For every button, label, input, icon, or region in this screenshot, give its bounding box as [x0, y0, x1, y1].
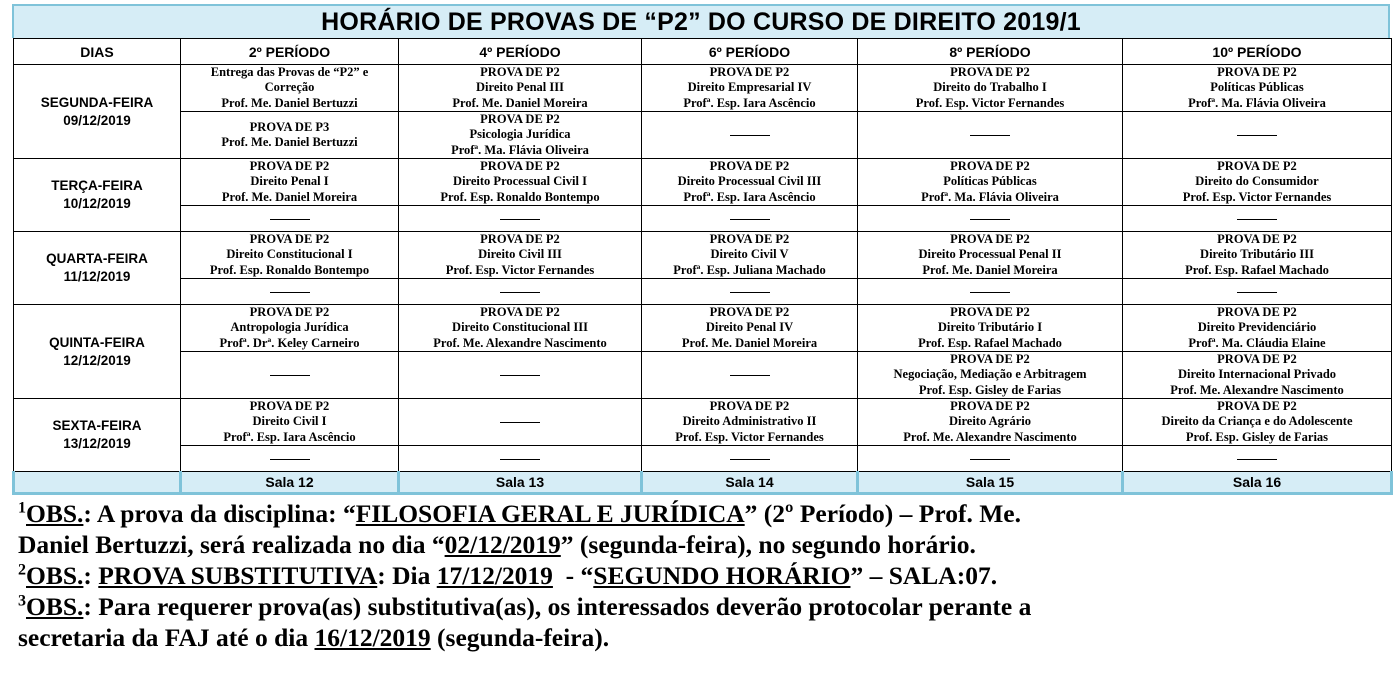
- schedule-cell: [858, 352, 1123, 399]
- cell-line: PROVA DE P2: [480, 112, 560, 127]
- cell-line: Direito Internacional Privado: [1177, 367, 1337, 382]
- room-label: Sala 14: [642, 472, 858, 494]
- schedule-cell: [1123, 112, 1392, 159]
- cell-line: Prof. Me. Daniel Moreira: [922, 262, 1058, 277]
- obs-text: :: [83, 561, 99, 590]
- cell-line: Direito da Criança e do Adolescente: [1161, 414, 1353, 429]
- empty-dash: [730, 292, 770, 293]
- empty-dash: [1237, 135, 1277, 136]
- schedule-cell: [399, 446, 642, 472]
- cell-line: Profª. Esp. Iara Ascêncio: [683, 189, 816, 204]
- schedule-cell: [642, 112, 858, 159]
- cell-line: Psicologia Jurídica: [469, 127, 571, 142]
- schedule-cell: [399, 159, 642, 206]
- empty-dash: [970, 292, 1010, 293]
- empty-dash: [500, 292, 540, 293]
- room-label: Sala 13: [399, 472, 642, 494]
- observation-2: [18, 560, 1390, 591]
- day-cell: [14, 305, 181, 399]
- obs-text: ” (segunda-feira), no segundo horário.: [560, 530, 976, 559]
- cell-line: PROVA DE P3: [249, 119, 330, 134]
- schedule-cell: [399, 206, 642, 232]
- schedule-cell: [1123, 65, 1392, 112]
- room-label: Sala 15: [858, 472, 1123, 494]
- day-name: SEXTA-FEIRA: [52, 418, 142, 433]
- schedule-cell: [399, 399, 642, 446]
- cell-line: Direito Civil I: [252, 414, 327, 429]
- cell-line: Profª. Ma. Flávia Oliveira: [1188, 95, 1326, 110]
- day-name: SEGUNDA-FEIRA: [40, 94, 154, 110]
- cell-line: Prof. Esp. Ronaldo Bontempo: [209, 262, 370, 277]
- day-date: 09/12/2019: [63, 112, 131, 128]
- cell-line: PROVA DE P2: [249, 232, 330, 247]
- header-period-4: 4º PERÍODO: [399, 39, 642, 65]
- cell-line: Direito Constitucional III: [452, 320, 588, 335]
- cell-line: Profª. Esp. Iara Ascêncio: [683, 95, 816, 110]
- observations: [18, 498, 1390, 653]
- cell-line: Prof. Me. Daniel Moreira: [681, 335, 818, 350]
- cell-line: Profª. Esp. Juliana Machado: [673, 262, 826, 277]
- empty-dash: [970, 135, 1010, 136]
- schedule-cell: [1123, 159, 1392, 206]
- schedule-table: [12, 38, 1393, 495]
- cell-line: Prof. Esp. Victor Fernandes: [1182, 189, 1332, 204]
- header-period-6: 6º PERÍODO: [642, 39, 858, 65]
- day-cell: [14, 65, 181, 159]
- cell-line: Direito Empresarial IV: [687, 80, 812, 95]
- cell-line: Prof. Me. Daniel Moreira: [452, 95, 588, 110]
- obs-date: 17/12/2019: [436, 561, 553, 590]
- empty-dash: [730, 375, 770, 376]
- cell-line: Direito Penal I: [250, 174, 329, 189]
- schedule-cell: [642, 399, 858, 446]
- day-date: 13/12/2019: [63, 436, 131, 451]
- cell-line: Direito Penal III: [476, 80, 564, 95]
- table-row: [14, 352, 1392, 399]
- cell-line: PROVA DE P2: [709, 305, 790, 320]
- cell-line: Prof. Esp. Ronaldo Bontempo: [440, 189, 600, 204]
- table-row: [14, 159, 1392, 206]
- day-name: TERÇA-FEIRA: [51, 178, 143, 193]
- empty-dash: [270, 459, 310, 460]
- schedule-cell: [642, 232, 858, 279]
- room-label: Sala 16: [1123, 472, 1392, 494]
- cell-line: Prof. Esp. Gisley de Farias: [1185, 429, 1329, 444]
- schedule-cell: [181, 279, 399, 305]
- obs-text: ” – SALA:07.: [850, 561, 998, 590]
- schedule-title: HORÁRIO DE PROVAS DE “P2” DO CURSO DE DIREITO 2019/1: [12, 4, 1390, 38]
- cell-line: Correção: [264, 80, 315, 95]
- obs-text: ” (2º Período) – Prof. Me.: [744, 499, 1021, 528]
- header-period-10: 10º PERÍODO: [1123, 39, 1392, 65]
- empty-dash: [1237, 292, 1277, 293]
- schedule-cell: [858, 279, 1123, 305]
- cell-line: PROVA DE P2: [950, 352, 1030, 367]
- schedule-cell: [181, 159, 399, 206]
- schedule-cell: [1123, 446, 1392, 472]
- empty-dash: [500, 422, 540, 423]
- cell-line: PROVA DE P2: [1217, 305, 1297, 320]
- rooms-row: [14, 472, 1392, 494]
- table-row: [14, 112, 1392, 159]
- obs-text: : Para requerer prova(as) substitutiva(as), os interessados deverão protocolar perante a: [83, 592, 1032, 621]
- schedule-cell: [642, 159, 858, 206]
- table-row: [14, 279, 1392, 305]
- schedule-cell: [642, 305, 858, 352]
- day-cell: [14, 232, 181, 305]
- schedule-cell: [181, 352, 399, 399]
- obs-subject: FILOSOFIA GERAL E JURÍDICA: [355, 499, 745, 528]
- cell-line: Políticas Públicas: [1210, 80, 1304, 95]
- day-date: 11/12/2019: [63, 269, 131, 284]
- schedule-cell: [858, 112, 1123, 159]
- schedule-cell: [858, 206, 1123, 232]
- cell-line: Direito do Consumidor: [1195, 174, 1319, 189]
- room-label: Sala 12: [181, 472, 399, 494]
- table-row: [14, 206, 1392, 232]
- empty-dash: [730, 459, 770, 460]
- cell-line: Prof. Me. Alexandre Nascimento: [433, 335, 607, 350]
- cell-line: Profª. Ma. Flávia Oliveira: [451, 142, 589, 157]
- empty-dash: [270, 219, 310, 220]
- cell-line: PROVA DE P2: [709, 65, 790, 80]
- obs-date: 02/12/2019: [444, 530, 561, 559]
- schedule-cell: [858, 232, 1123, 279]
- obs-time: SEGUNDO HORÁRIO: [593, 561, 851, 590]
- day-date: 12/12/2019: [63, 352, 131, 368]
- cell-line: PROVA DE P2: [950, 399, 1030, 414]
- schedule-cell: [858, 305, 1123, 352]
- cell-line: Direito Processual Civil III: [677, 174, 822, 189]
- empty-dash: [970, 459, 1010, 460]
- schedule-cell: [858, 399, 1123, 446]
- cell-line: Direito Processual Penal II: [918, 247, 1062, 262]
- schedule-cell: [399, 279, 642, 305]
- empty-dash: [1237, 219, 1277, 220]
- cell-line: Profª. Ma. Cláudia Elaine: [1188, 335, 1326, 350]
- obs-text: Daniel Bertuzzi, será realizada no dia “: [18, 530, 445, 559]
- cell-line: Prof. Me. Daniel Bertuzzi: [221, 135, 358, 149]
- cell-line: Prof. Me. Daniel Moreira: [221, 189, 358, 204]
- schedule-cell: [399, 352, 642, 399]
- obs-label: OBS.: [26, 592, 84, 621]
- schedule-cell: [1123, 399, 1392, 446]
- cell-line: PROVA DE P2: [480, 159, 560, 174]
- table-row: [14, 65, 1392, 112]
- observation-1-cont: [18, 529, 1390, 560]
- day-cell: [14, 159, 181, 232]
- cell-line: Antropologia Jurídica: [230, 320, 349, 335]
- footnote-number: 3: [18, 592, 26, 610]
- cell-line: PROVA DE P2: [709, 159, 790, 174]
- cell-line: Prof. Esp. Victor Fernandes: [445, 262, 595, 277]
- obs-label: OBS.: [26, 561, 84, 590]
- cell-line: Negociação, Mediação e Arbitragem: [893, 367, 1087, 382]
- cell-line: PROVA DE P2: [950, 232, 1030, 247]
- schedule-cell: [1123, 279, 1392, 305]
- schedule-document: [12, 4, 1390, 495]
- cell-line: Prof. Me. Alexandre Nascimento: [1170, 382, 1344, 397]
- schedule-cell: [181, 232, 399, 279]
- cell-line: Prof. Me. Daniel Bertuzzi: [221, 95, 358, 110]
- cell-line: Prof. Me. Alexandre Nascimento: [903, 429, 1077, 444]
- schedule-cell: [1123, 352, 1392, 399]
- day-date: 10/12/2019: [63, 196, 131, 211]
- cell-line: PROVA DE P2: [709, 232, 790, 247]
- empty-dash: [970, 219, 1010, 220]
- cell-line: Direito Civil V: [710, 247, 789, 262]
- cell-line: PROVA DE P2: [480, 65, 560, 80]
- obs-date: 16/12/2019: [314, 623, 431, 652]
- empty-dash: [730, 219, 770, 220]
- cell-line: Prof. Esp. Gisley de Farias: [918, 382, 1062, 397]
- cell-line: Direito Agrário: [948, 414, 1032, 429]
- cell-line: PROVA DE P2: [480, 232, 560, 247]
- empty-dash: [270, 292, 310, 293]
- observation-3-cont: [18, 622, 1390, 653]
- table-row: [14, 446, 1392, 472]
- empty-dash: [500, 375, 540, 376]
- schedule-cell: [858, 446, 1123, 472]
- cell-line: Direito Processual Civil I: [453, 174, 587, 189]
- cell-line: PROVA DE P2: [950, 65, 1030, 80]
- schedule-cell: [399, 305, 642, 352]
- cell-line: PROVA DE P2: [480, 305, 560, 320]
- cell-line: PROVA DE P2: [249, 305, 330, 320]
- schedule-cell: [642, 352, 858, 399]
- cell-line: Direito Constitucional I: [226, 247, 353, 262]
- empty-dash: [500, 459, 540, 460]
- schedule-cell: [399, 112, 642, 159]
- cell-line: Direito Civil III: [478, 247, 562, 262]
- cell-line: Prof. Esp. Rafael Machado: [1185, 262, 1329, 277]
- obs-text: : Dia: [377, 561, 437, 590]
- cell-line: Profª. Esp. Iara Ascêncio: [223, 429, 356, 444]
- observation-3: [18, 591, 1390, 622]
- header-days: DIAS: [14, 39, 181, 65]
- schedule-cell: [642, 206, 858, 232]
- cell-line: Entrega das Provas de “P2” e: [210, 65, 369, 80]
- obs-label: OBS.: [26, 499, 84, 528]
- header-row: [14, 39, 1392, 65]
- cell-line: PROVA DE P2: [1217, 352, 1297, 367]
- cell-line: PROVA DE P2: [1217, 232, 1297, 247]
- empty-dash: [500, 219, 540, 220]
- obs-text: (segunda-feira).: [430, 623, 610, 652]
- cell-line: Direito do Trabalho I: [933, 80, 1047, 95]
- header-period-2: 2º PERÍODO: [181, 39, 399, 65]
- obs-substitute: PROVA SUBSTITUTIVA: [98, 561, 378, 590]
- cell-line: Prof. Esp. Rafael Machado: [918, 335, 1062, 350]
- schedule-cell: [181, 446, 399, 472]
- table-row: [14, 399, 1392, 446]
- schedule-cell: [399, 65, 642, 112]
- schedule-cell: [181, 65, 399, 112]
- cell-line: PROVA DE P2: [950, 305, 1030, 320]
- schedule-cell: [181, 206, 399, 232]
- cell-line: Profª. Ma. Flávia Oliveira: [921, 189, 1059, 204]
- cell-line: Direito Administrativo II: [682, 414, 817, 429]
- rooms-spacer: [14, 472, 181, 494]
- table-row: [14, 305, 1392, 352]
- day-cell: [14, 399, 181, 472]
- cell-line: Prof. Esp. Victor Fernandes: [675, 429, 824, 444]
- schedule-cell: [858, 65, 1123, 112]
- day-name: QUINTA-FEIRA: [49, 334, 145, 350]
- obs-text: : A prova da disciplina: “: [83, 499, 356, 528]
- header-period-8: 8º PERÍODO: [858, 39, 1123, 65]
- schedule-cell: [1123, 305, 1392, 352]
- empty-dash: [1237, 459, 1277, 460]
- schedule-cell: [1123, 206, 1392, 232]
- schedule-cell: [399, 232, 642, 279]
- schedule-cell: [642, 446, 858, 472]
- cell-line: Direito Previdenciário: [1197, 320, 1317, 335]
- empty-dash: [270, 375, 310, 376]
- obs-text: - “: [552, 561, 594, 590]
- cell-line: Direito Penal IV: [705, 320, 794, 335]
- cell-line: PROVA DE P2: [709, 399, 790, 414]
- cell-line: Prof. Esp. Victor Fernandes: [915, 95, 1065, 110]
- cell-line: PROVA DE P2: [950, 159, 1030, 174]
- schedule-body: [14, 65, 1392, 494]
- cell-line: Direito Tributário III: [1200, 247, 1314, 262]
- empty-dash: [730, 135, 770, 136]
- cell-line: Direito Tributário I: [937, 320, 1043, 335]
- schedule-cell: [642, 279, 858, 305]
- schedule-cell: [181, 305, 399, 352]
- cell-line: PROVA DE P2: [1217, 159, 1297, 174]
- cell-line: PROVA DE P2: [1217, 65, 1297, 80]
- cell-line: PROVA DE P2: [249, 399, 330, 414]
- schedule-cell: [181, 399, 399, 446]
- table-row: [14, 232, 1392, 279]
- footnote-number: 2: [18, 561, 26, 579]
- cell-line: Políticas Públicas: [943, 174, 1037, 189]
- day-name: QUARTA-FEIRA: [46, 251, 148, 266]
- schedule-cell: [858, 159, 1123, 206]
- cell-line: PROVA DE P2: [1217, 399, 1297, 414]
- obs-text: secretaria da FAJ até o dia: [18, 623, 315, 652]
- schedule-cell: [181, 112, 399, 159]
- footnote-number: 1: [18, 499, 26, 517]
- schedule-cell: [642, 65, 858, 112]
- cell-line: Profª. Drª. Keley Carneiro: [219, 335, 360, 350]
- cell-line: PROVA DE P2: [249, 159, 330, 174]
- schedule-cell: [1123, 232, 1392, 279]
- observation-1: [18, 498, 1390, 529]
